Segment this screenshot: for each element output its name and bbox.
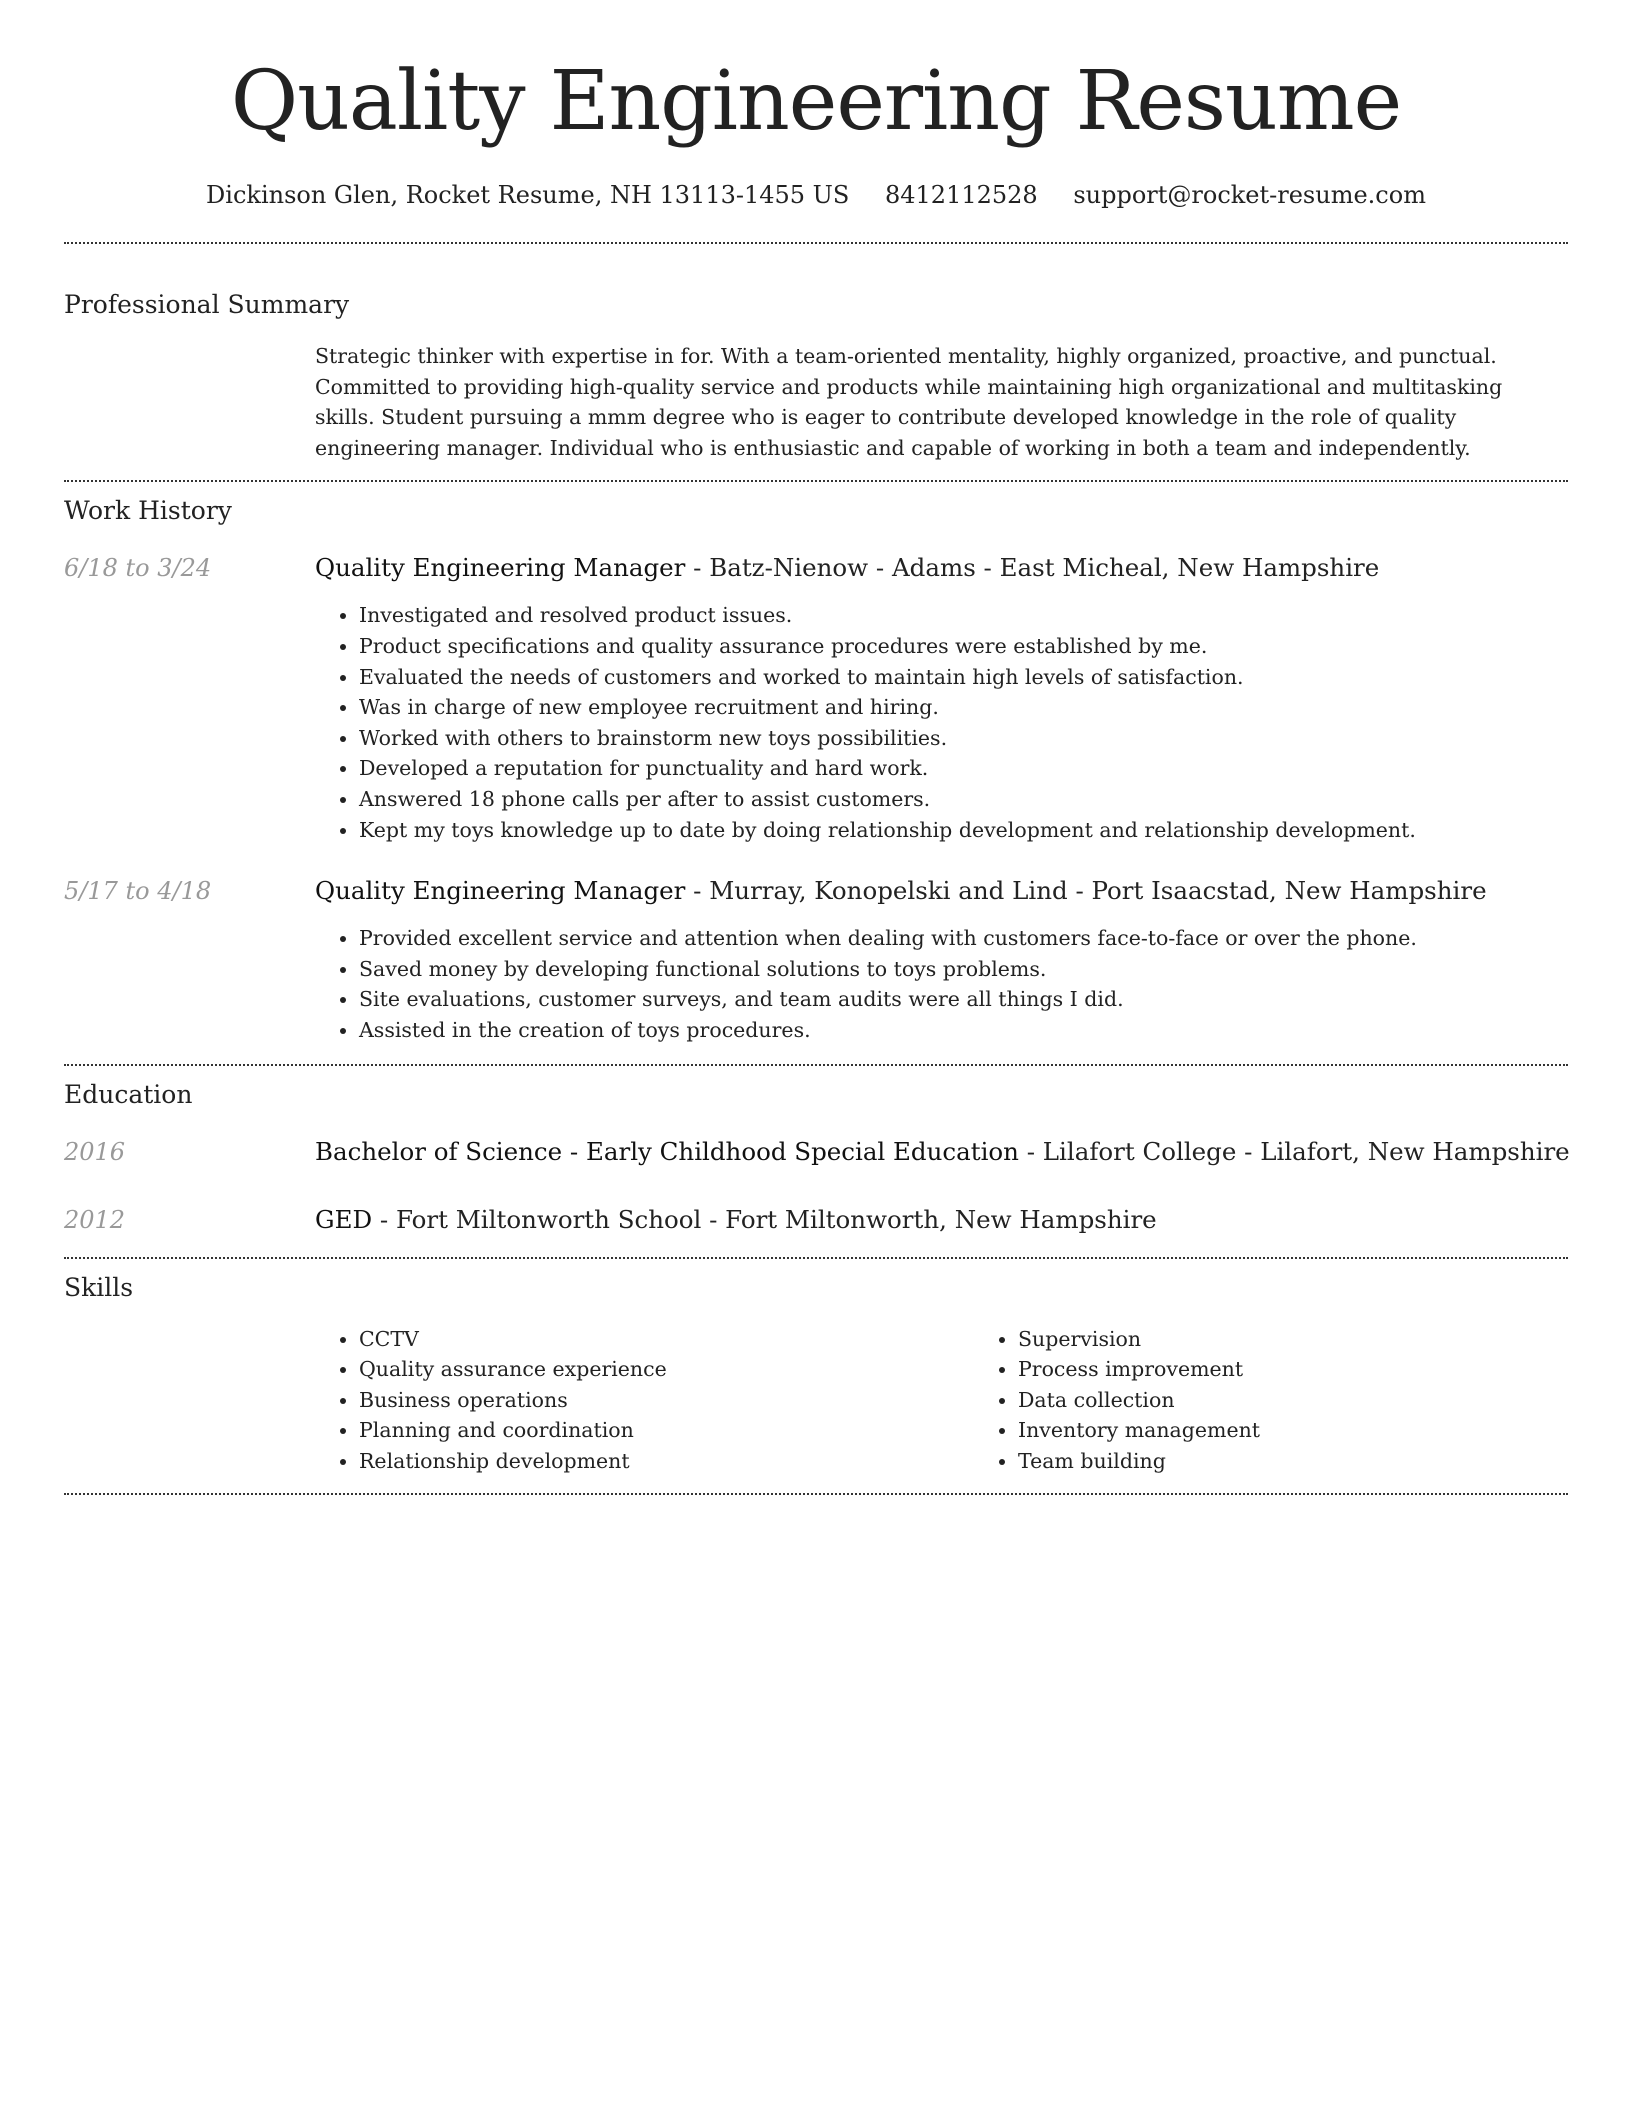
education-heading-line: [315, 1203, 1568, 1237]
education-degree: GED: [315, 1204, 373, 1234]
education-content: [315, 1203, 1568, 1237]
education-details: - Fort Miltonworth School - Fort Miltonworth, New Hampshire: [372, 1204, 1157, 1234]
resume-page: [64, 0, 1568, 1495]
contact-address: Dickinson Glen, Rocket Resume, NH 13113-1455 US: [206, 181, 850, 209]
education-heading-line: [315, 1135, 1568, 1169]
job-bullet: • Kept my toys knowledge up to date by doing relationship development and relationship development.: [359, 815, 1568, 846]
job-entry: [64, 551, 1568, 845]
skill-item: • Data collection: [1018, 1385, 1632, 1416]
job-bullet: • Worked with others to brainstorm new toys possibilities.: [359, 723, 1568, 754]
job-dates: 5/17 to 4/18: [64, 877, 212, 906]
education-heading: Education: [64, 1079, 193, 1109]
summary-text: Strategic thinker with expertise in for. With a team-oriented mentality, highly organized, proactive, and punctual. Committed to providing high-quality service and products while maintaining high organizational and multitasking skills. Student pursuing a mmm degree who is eager to contribute developed knowledge in the role of quality engineering manager. Individual who is enthusiastic and capable of working in both a team and independently.: [315, 344, 1503, 460]
work-history-heading: Work History: [64, 496, 232, 526]
skill-item: • CCTV: [359, 1324, 974, 1355]
section-divider: [64, 242, 1568, 244]
job-heading: [315, 874, 1568, 908]
job-dates: 6/18 to 3/24: [64, 554, 212, 583]
skills-section: [64, 1270, 1568, 1477]
education-entry: [64, 1203, 1568, 1237]
skill-item: • Relationship development: [359, 1446, 974, 1477]
education-entry: [64, 1135, 1568, 1169]
job-details: - Murray, Konopelski and Lind - Port Isaacstad, New Hampshire: [685, 876, 1487, 906]
education-year: 2012: [64, 1205, 126, 1234]
job-details: - Batz-Nienow - Adams - East Micheal, New Hampshire: [685, 553, 1380, 583]
resume-title: Quality Engineering Resume: [230, 54, 1402, 149]
skill-item: • Planning and coordination: [359, 1415, 974, 1446]
job-bullet: • Saved money by developing functional solutions to toys problems.: [359, 954, 1568, 985]
skills-columns: [315, 1324, 1568, 1477]
job-heading: [315, 551, 1568, 585]
job-bullet: • Assisted in the creation of toys procedures.: [359, 1015, 1568, 1046]
job-bullet: • Product specifications and quality assurance procedures were established by me.: [359, 631, 1568, 662]
job-bullets: [315, 600, 1568, 845]
education-content: [315, 1135, 1568, 1169]
skills-heading: Skills: [64, 1272, 134, 1302]
education-section: [64, 1077, 1568, 1237]
education-year: 2016: [64, 1137, 126, 1166]
summary-heading: Professional Summary: [64, 290, 350, 319]
section-divider: [64, 1257, 1568, 1259]
summary-content: [315, 341, 1568, 463]
skill-item: • Inventory management: [1018, 1415, 1632, 1446]
education-degree: Bachelor of Science - Early Childhood Special Education: [315, 1136, 1019, 1166]
contact-email: support@rocket-resume.com: [1073, 181, 1426, 209]
skills-row: [64, 1324, 1568, 1477]
skills-list-right: [974, 1324, 1632, 1477]
job-entry: [64, 874, 1568, 1045]
skill-item: • Team building: [1018, 1446, 1632, 1477]
job-bullet: • Developed a reputation for punctuality and hard work.: [359, 753, 1568, 784]
education-details: - Lilafort College - Lilafort, New Hampshire: [1018, 1136, 1570, 1166]
skill-item: • Supervision: [1018, 1324, 1632, 1355]
job-bullet: • Provided excellent service and attention when dealing with customers face-to-face or over the phone.: [359, 923, 1568, 954]
job-bullet: • Investigated and resolved product issues.: [359, 600, 1568, 631]
job-bullet: • Answered 18 phone calls per after to assist customers.: [359, 784, 1568, 815]
job-bullets: [315, 923, 1568, 1045]
skills-list-left: [315, 1324, 974, 1477]
section-divider: [64, 1064, 1568, 1066]
summary-spacer: [64, 341, 315, 463]
section-divider: [64, 480, 1568, 482]
skill-item: • Business operations: [359, 1385, 974, 1416]
job-bullet: • Evaluated the needs of customers and worked to maintain high levels of satisfaction.: [359, 662, 1568, 693]
skill-item: • Quality assurance experience: [359, 1354, 974, 1385]
job-bullet: • Was in charge of new employee recruitment and hiring.: [359, 692, 1568, 723]
job-content: [315, 551, 1568, 845]
skill-item: • Process improvement: [1018, 1354, 1632, 1385]
job-title: Quality Engineering Manager: [315, 553, 686, 583]
summary-row: [64, 341, 1568, 463]
summary-section: [64, 287, 1568, 463]
section-divider: [64, 1493, 1568, 1495]
job-content: [315, 874, 1568, 1045]
job-bullet: • Site evaluations, customer surveys, and team audits were all things I did.: [359, 984, 1568, 1015]
contact-phone: 8412112528: [884, 181, 1038, 209]
skills-spacer: [64, 1324, 315, 1477]
work-history-section: [64, 493, 1568, 1045]
job-title: Quality Engineering Manager: [315, 876, 686, 906]
contact-line: [64, 178, 1568, 212]
